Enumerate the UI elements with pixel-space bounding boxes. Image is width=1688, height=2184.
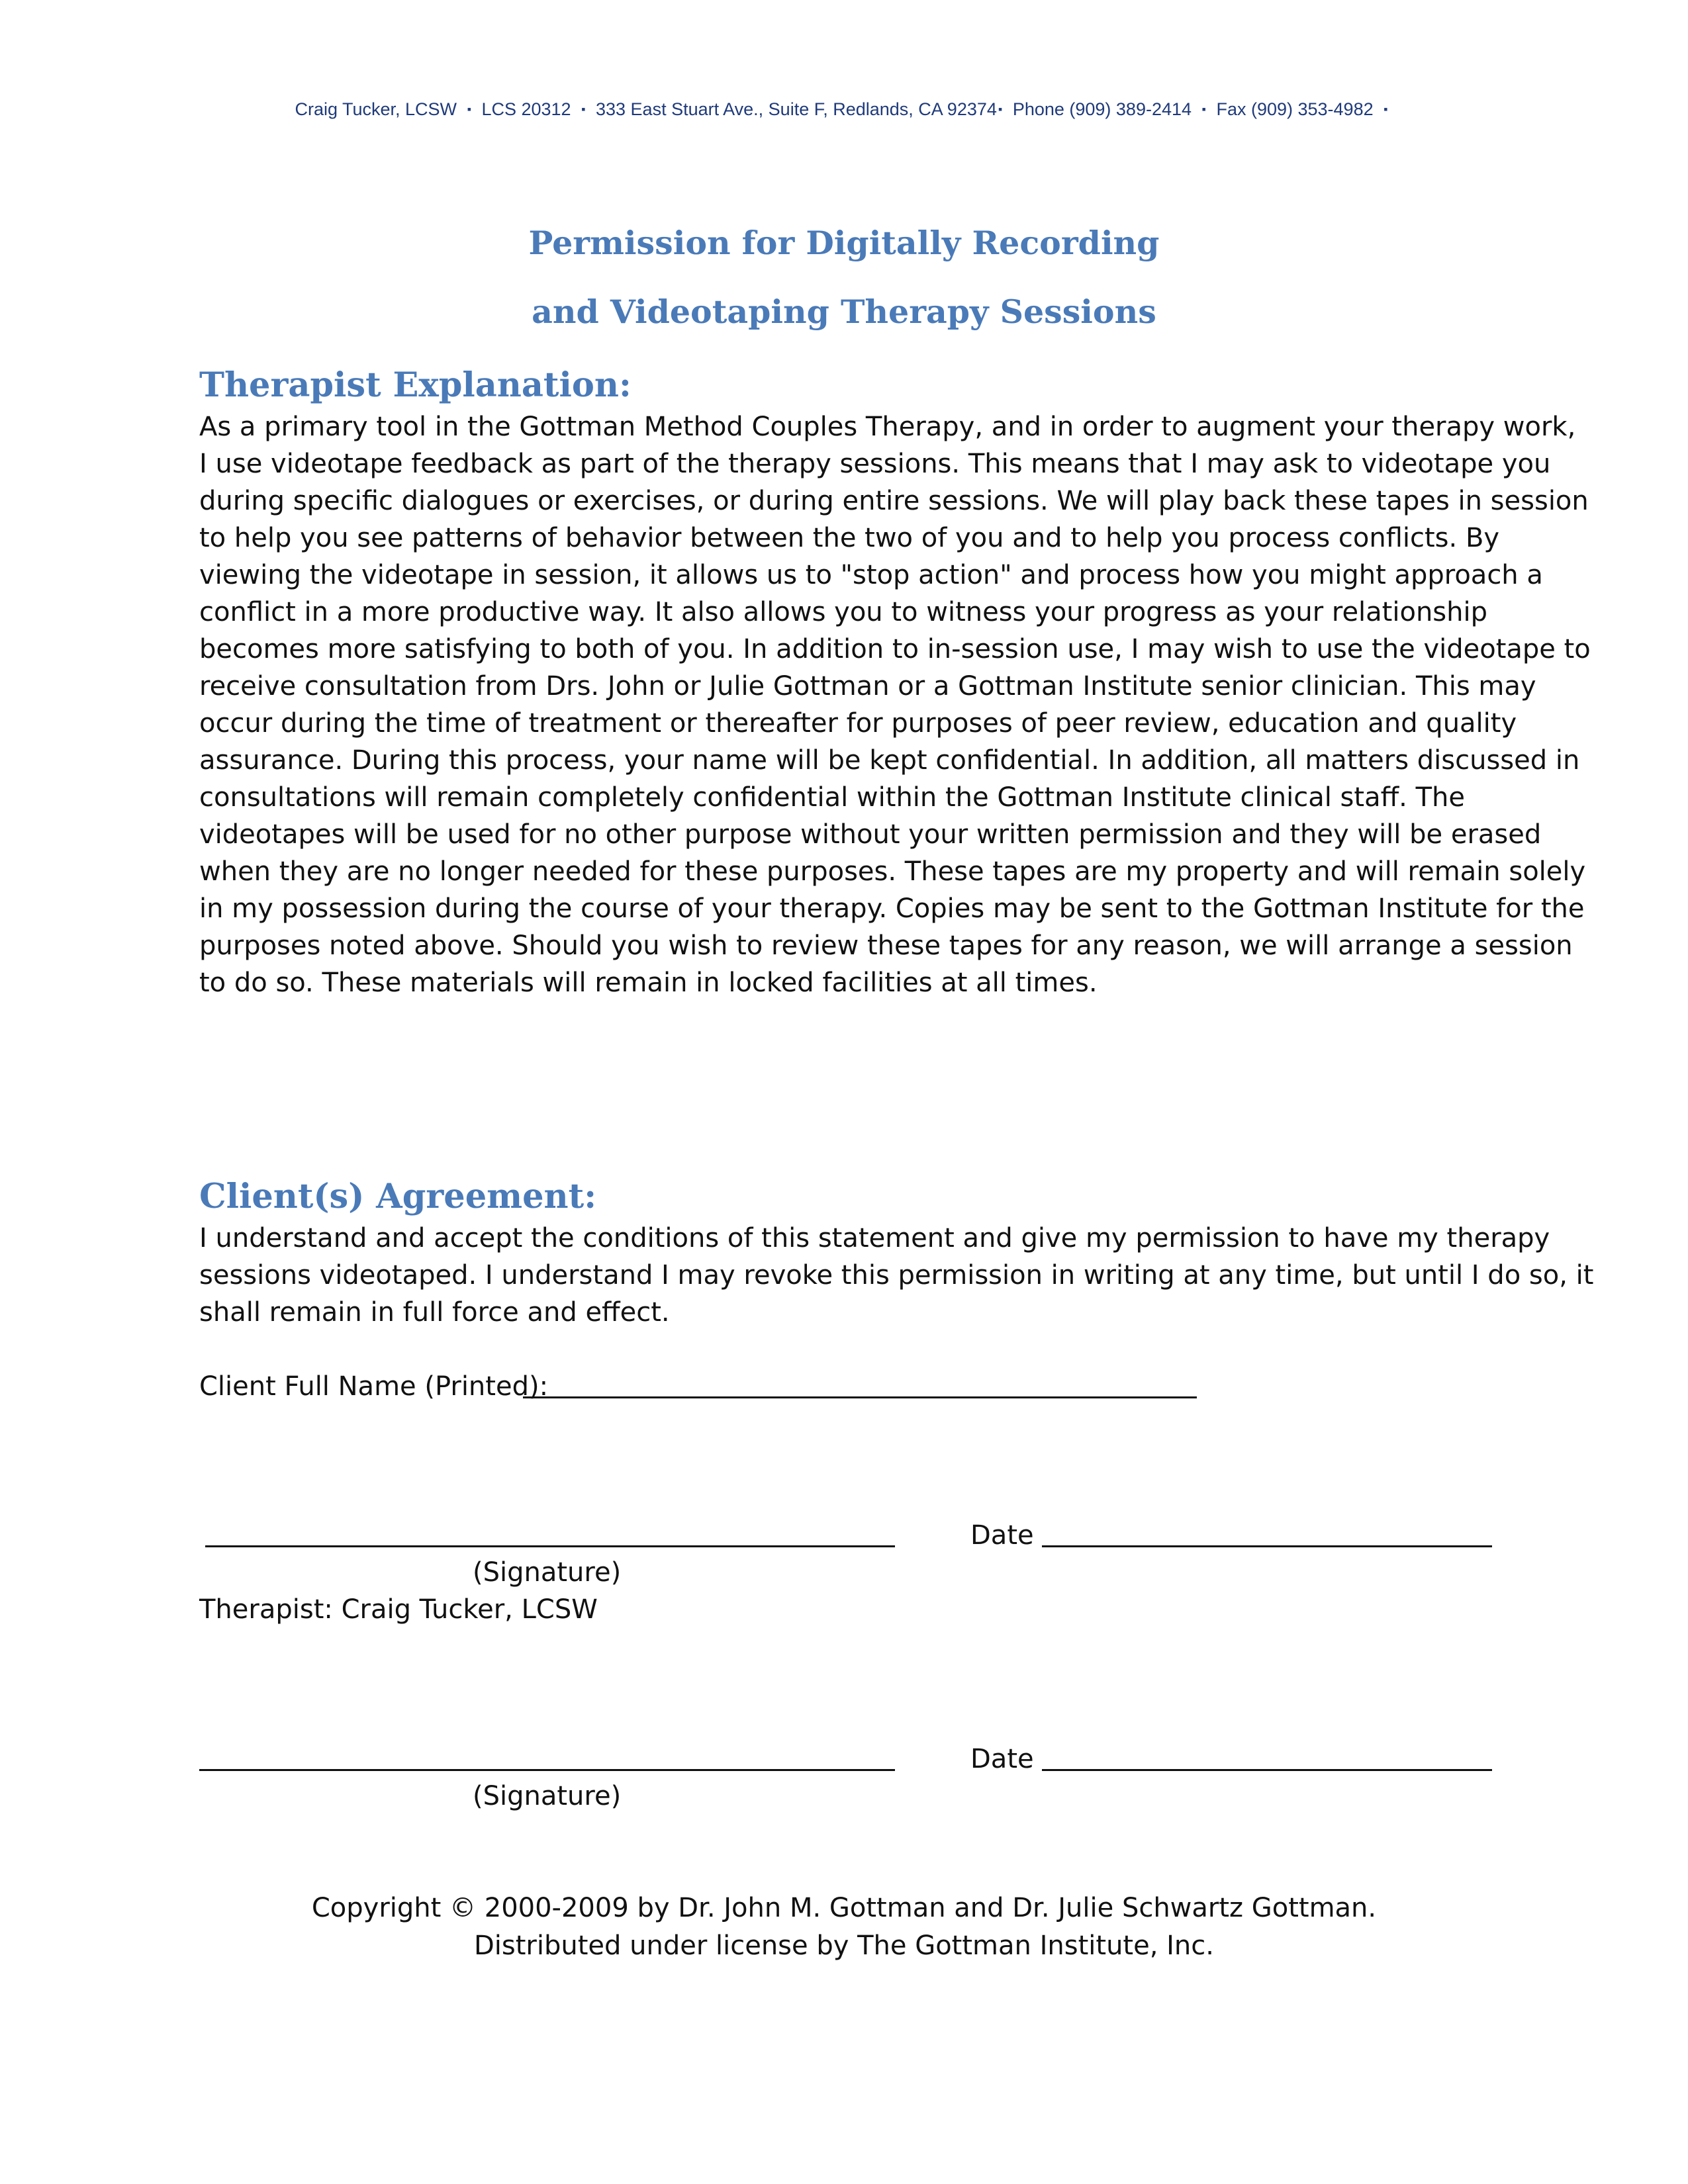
client-date-label: Date — [970, 1744, 1034, 1774]
letterhead — [0, 99, 1688, 120]
paragraph-line: receive consultation from Drs. John or Julie Gottman or a Gottman Institute senior clinician. This may — [199, 671, 1536, 702]
document-title-line-1: Permission for Digitally Recording — [528, 224, 1160, 262]
therapist-name: Craig Tucker, LCSW — [295, 99, 457, 119]
paragraph-line: to do so. These materials will remain in locked facilities at all times. — [199, 968, 1098, 998]
client-name-label: Client Full Name (Printed): — [199, 1371, 549, 1402]
copyright-line: Copyright © 2000-2009 by Dr. John M. Gottman and Dr. Julie Schwartz Gottman. — [311, 1893, 1377, 1923]
paragraph-line: I understand and accept the conditions of this statement and give my permission to have my therapy — [199, 1223, 1550, 1253]
paragraph-line: purposes noted above. Should you wish to review these tapes for any reason, we will arrange a session — [199, 931, 1573, 961]
document-title-line-2: and Videotaping Therapy Sessions — [532, 293, 1156, 331]
client-date-field[interactable] — [1042, 1769, 1492, 1771]
paragraph-line: when they are no longer needed for these purposes. These tapes are my property and will remain solely — [199, 856, 1586, 887]
therapist-signature-line[interactable] — [205, 1545, 895, 1547]
client-agreement-heading: Client(s) Agreement: — [199, 1177, 597, 1216]
therapist-date-field[interactable] — [1042, 1545, 1492, 1547]
separator-bullet: ▪ — [467, 103, 471, 116]
separator-bullet: ▪ — [998, 103, 1003, 116]
client-signature-line[interactable] — [199, 1769, 895, 1771]
paragraph-line: consultations will remain completely confidential within the Gottman Institute clinical staff. The — [199, 782, 1465, 813]
client-name-field[interactable] — [523, 1396, 1197, 1398]
copyright-notice — [0, 1889, 1688, 1965]
phone-number: Phone (909) 389-2414 — [1012, 99, 1192, 119]
paragraph-line: videotapes will be used for no other purpose without your written permission and they will be erased — [199, 819, 1542, 850]
therapist-signature-caption: (Signature) — [473, 1557, 622, 1588]
paragraph-line: sessions videotaped. I understand I may revoke this permission in writing at any time, but until I do so, it — [199, 1260, 1594, 1291]
paragraph-line: becomes more satisfying to both of you. In addition to in-session use, I may wish to use the videotape to — [199, 634, 1591, 664]
paragraph-line: to help you see patterns of behavior between the two of you and to help you process conflicts. By — [199, 523, 1500, 553]
therapist-date-label: Date — [970, 1520, 1034, 1551]
license-number: LCS 20312 — [481, 99, 571, 119]
license-line: Distributed under license by The Gottman Institute, Inc. — [473, 1931, 1214, 1961]
paragraph-line: shall remain in full force and effect. — [199, 1297, 670, 1328]
paragraph-line: viewing the videotape in session, it allows us to "stop action" and process how you might approach a — [199, 560, 1543, 590]
therapist-explanation-heading: Therapist Explanation: — [199, 365, 632, 405]
paragraph-line: in my possession during the course of your therapy. Copies may be sent to the Gottman Institute for the — [199, 893, 1585, 924]
paragraph-line: I use videotape feedback as part of the therapy sessions. This means that I may ask to videotape you — [199, 449, 1551, 479]
separator-bullet: ▪ — [1201, 103, 1206, 116]
separator-bullet: ▪ — [1383, 103, 1388, 116]
fax-number: Fax (909) 353-4982 — [1216, 99, 1374, 119]
therapist-name-label: Therapist: Craig Tucker, LCSW — [199, 1594, 598, 1625]
client-signature-caption: (Signature) — [473, 1781, 622, 1811]
paragraph-line: during specific dialogues or exercises, or during entire sessions. We will play back these tapes in session — [199, 486, 1589, 516]
therapist-explanation-body — [199, 408, 1591, 1001]
paragraph-line: As a primary tool in the Gottman Method Couples Therapy, and in order to augment your therapy work, — [199, 412, 1576, 442]
paragraph-line: occur during the time of treatment or thereafter for purposes of peer review, education and quality — [199, 708, 1517, 739]
office-address: 333 East Stuart Ave., Suite F, Redlands, CA 92374 — [596, 99, 997, 119]
paragraph-line: conflict in a more productive way. It also allows you to witness your progress as your relationship — [199, 597, 1487, 627]
client-agreement-body — [199, 1220, 1594, 1331]
separator-bullet: ▪ — [581, 103, 586, 116]
paragraph-line: assurance. During this process, your name will be kept confidential. In addition, all matters discussed in — [199, 745, 1580, 776]
